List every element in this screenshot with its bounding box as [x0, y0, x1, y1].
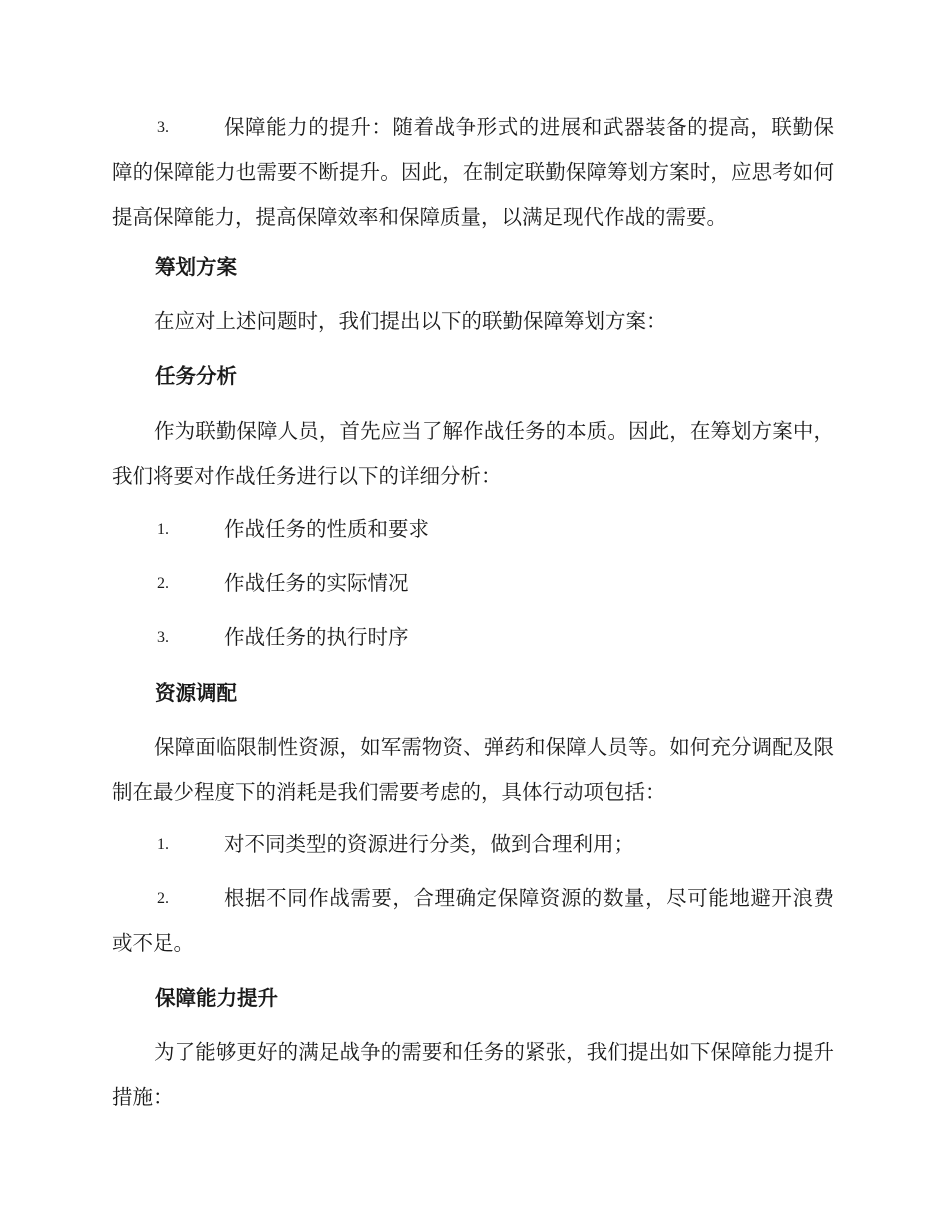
list-item-text: 保障能力的提升：随着战争形式的进展和武器装备的提高，联勤保障的保障能力也需要不断提升。因此，在制定联勤保障筹划方案时，应思考如何提高保障能力，提高保障效率和保障质量，以满足现代作战的需要。 — [112, 115, 834, 229]
list-number: 2. — [157, 890, 169, 907]
list-item-task-3 — [112, 615, 834, 660]
heading-task-analysis: 任务分析 — [155, 364, 237, 388]
paragraph-resource-allocation: 保障面临限制性资源，如军需物资、弹药和保障人员等。如何充分调配及限制在最少程度下的消耗是我们需要考虑的，具体行动项包括： — [112, 735, 834, 804]
heading-resource-allocation: 资源调配 — [155, 681, 237, 705]
list-item-capability-improvement — [112, 105, 834, 240]
list-number: 3. — [157, 629, 169, 646]
list-number: 2. — [157, 575, 169, 592]
list-item-resource-1 — [112, 822, 834, 867]
list-item-task-1 — [112, 507, 834, 552]
list-number: 3. — [157, 119, 169, 136]
list-item-text: 作战任务的执行时序 — [224, 625, 409, 649]
list-item-text: 作战任务的性质和要求 — [224, 517, 429, 541]
paragraph-capability-improvement: 为了能够更好的满足战争的需要和任务的紧张，我们提出如下保障能力提升措施： — [112, 1040, 834, 1109]
list-number: 1. — [157, 521, 169, 538]
paragraph-task-analysis: 作为联勤保障人员，首先应当了解作战任务的本质。因此，在筹划方案中，我们将要对作战任务进行以下的详细分析： — [112, 419, 834, 488]
list-item-text: 作战任务的实际情况 — [224, 571, 409, 595]
list-item-text: 对不同类型的资源进行分类，做到合理利用； — [224, 832, 634, 856]
list-item-task-2 — [112, 561, 834, 606]
list-item-text: 根据不同作战需要，合理确定保障资源的数量，尽可能地避开浪费或不足。 — [112, 886, 834, 955]
heading-capability-improvement: 保障能力提升 — [155, 986, 278, 1010]
list-item-resource-2 — [112, 876, 834, 966]
paragraph-plan: 在应对上述问题时，我们提出以下的联勤保障筹划方案： — [154, 309, 667, 333]
heading-plan: 筹划方案 — [155, 255, 237, 279]
list-number: 1. — [157, 836, 169, 853]
